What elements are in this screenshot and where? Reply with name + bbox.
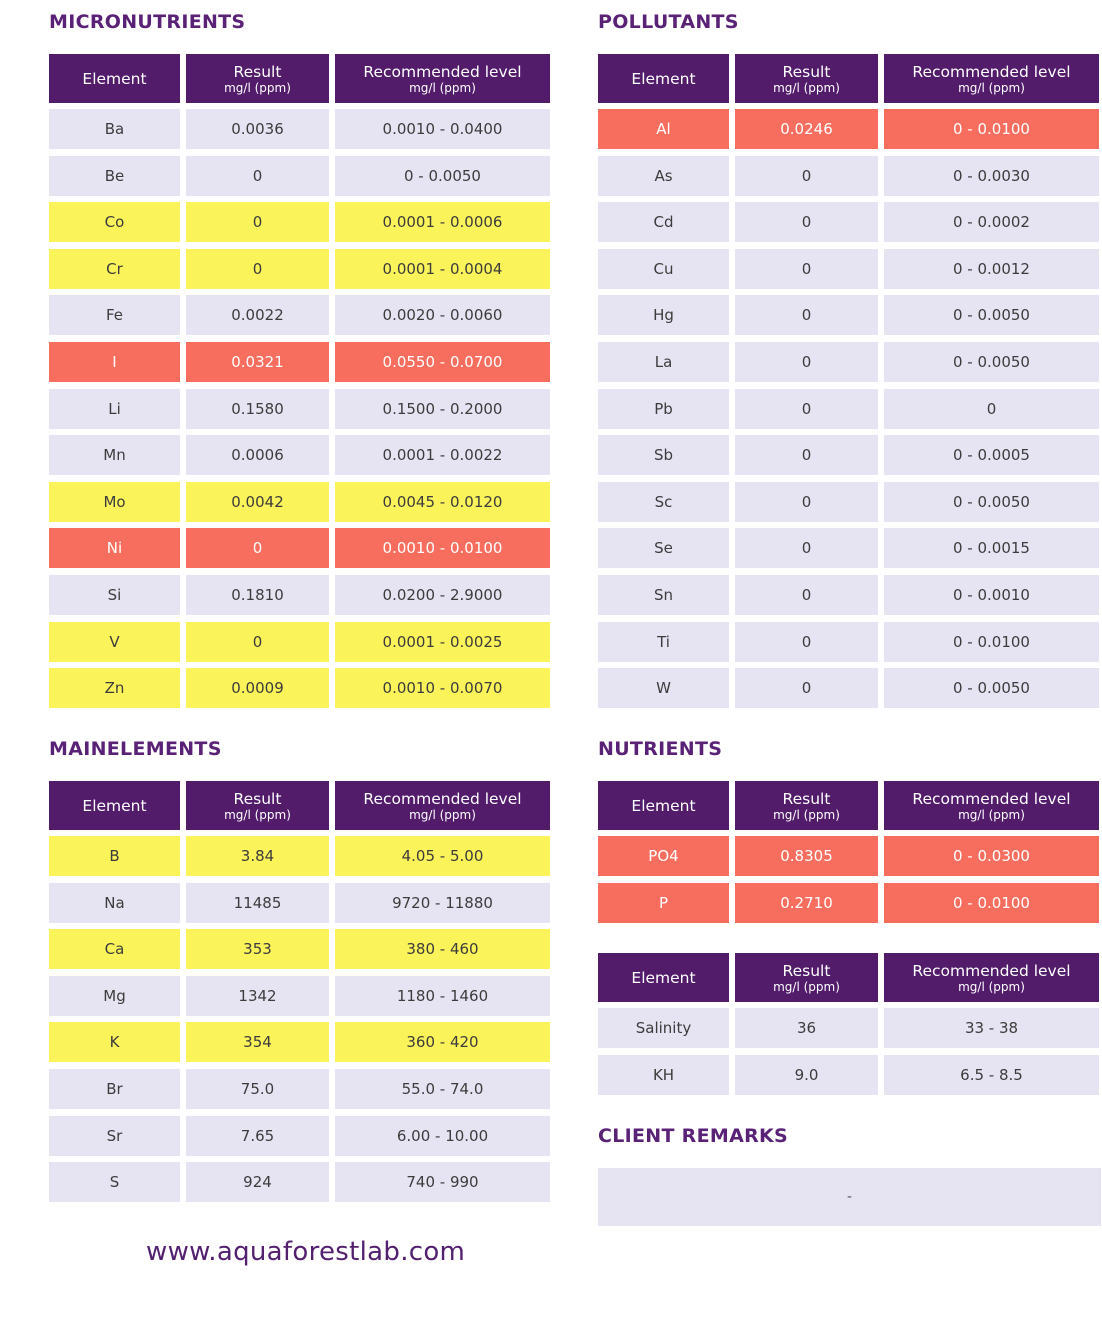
pollutants-title: POLLUTANTS — [598, 11, 739, 33]
cell-recommended: 0 - 0.0050 — [884, 668, 1099, 708]
cell-recommended: 0 - 0.0030 — [884, 156, 1099, 196]
cell-result: 0 — [186, 249, 329, 289]
cell-element: Ba — [49, 109, 180, 149]
cell-recommended: 0.0001 - 0.0006 — [335, 202, 550, 242]
header-result-unit: mg/l (ppm) — [773, 979, 840, 994]
cell-recommended: 0 - 0.0012 — [884, 249, 1099, 289]
cell-recommended: 0.0001 - 0.0004 — [335, 249, 550, 289]
cell-result: 0 — [186, 622, 329, 662]
cell-recommended: 0.0001 - 0.0022 — [335, 435, 550, 475]
cell-result: 0 — [735, 435, 878, 475]
cell-recommended: 0.1500 - 0.2000 — [335, 389, 550, 429]
cell-recommended: 55.0 - 74.0 — [335, 1069, 550, 1109]
header-element-label: Element — [631, 968, 696, 987]
cell-recommended: 380 - 460 — [335, 929, 550, 969]
cell-result: 0.2710 — [735, 883, 878, 923]
cell-element: Se — [598, 528, 729, 568]
cell-element: V — [49, 622, 180, 662]
header-element — [49, 54, 180, 103]
cell-element: Li — [49, 389, 180, 429]
cell-result: 0 — [735, 528, 878, 568]
cell-recommended: 0 - 0.0050 — [884, 342, 1099, 382]
cell-result: 0.0036 — [186, 109, 329, 149]
cell-result: 0 — [735, 249, 878, 289]
cell-recommended: 0.0020 - 0.0060 — [335, 295, 550, 335]
cell-element: K — [49, 1022, 180, 1062]
cell-recommended: 0 - 0.0050 — [884, 482, 1099, 522]
parameters-table — [598, 953, 1099, 1101]
header-recommended — [884, 781, 1099, 830]
header-result — [735, 953, 878, 1002]
cell-element: P — [598, 883, 729, 923]
cell-recommended: 6.00 - 10.00 — [335, 1116, 550, 1156]
cell-element: Hg — [598, 295, 729, 335]
cell-recommended: 0 - 0.0300 — [884, 836, 1099, 876]
pollutants-table — [598, 54, 1099, 715]
header-recommended-label: Recommended level — [363, 789, 522, 808]
cell-result: 1342 — [186, 976, 329, 1016]
header-result-unit: mg/l (ppm) — [773, 807, 840, 822]
cell-result: 0 — [735, 482, 878, 522]
cell-recommended: 9720 - 11880 — [335, 883, 550, 923]
cell-result: 0.0246 — [735, 109, 878, 149]
cell-result: 924 — [186, 1162, 329, 1202]
cell-element: Br — [49, 1069, 180, 1109]
header-recommended — [335, 781, 550, 830]
header-result — [186, 54, 329, 103]
cell-recommended: 360 - 420 — [335, 1022, 550, 1062]
cell-element: B — [49, 836, 180, 876]
cell-recommended: 1180 - 1460 — [335, 976, 550, 1016]
micronutrients-title: MICRONUTRIENTS — [49, 11, 246, 33]
cell-element: Pb — [598, 389, 729, 429]
cell-element: Sb — [598, 435, 729, 475]
header-result-label: Result — [233, 789, 282, 808]
website-link[interactable]: www.aquaforestlab.com — [146, 1237, 466, 1267]
cell-recommended: 0 - 0.0005 — [884, 435, 1099, 475]
client-remarks-box: - — [598, 1168, 1101, 1226]
header-result — [735, 54, 878, 103]
cell-recommended: 0 - 0.0100 — [884, 883, 1099, 923]
cell-element: S — [49, 1162, 180, 1202]
cell-result: 0.1810 — [186, 575, 329, 615]
header-element-label: Element — [82, 796, 147, 815]
cell-element: Cu — [598, 249, 729, 289]
cell-recommended: 0 - 0.0010 — [884, 575, 1099, 615]
header-result-label: Result — [782, 62, 831, 81]
cell-element: Ti — [598, 622, 729, 662]
header-recommended-label: Recommended level — [912, 789, 1071, 808]
cell-result: 353 — [186, 929, 329, 969]
header-recommended-label: Recommended level — [912, 961, 1071, 980]
header-recommended — [884, 953, 1099, 1002]
header-element — [49, 781, 180, 830]
cell-element: Mo — [49, 482, 180, 522]
cell-element: Sn — [598, 575, 729, 615]
cell-result: 0.0009 — [186, 668, 329, 708]
header-recommended — [335, 54, 550, 103]
header-result-label: Result — [233, 62, 282, 81]
cell-result: 0 — [735, 389, 878, 429]
cell-element: Co — [49, 202, 180, 242]
cell-result: 0.8305 — [735, 836, 878, 876]
header-recommended — [884, 54, 1099, 103]
cell-recommended: 6.5 - 8.5 — [884, 1055, 1099, 1095]
cell-recommended: 0.0550 - 0.0700 — [335, 342, 550, 382]
cell-result: 0 — [186, 156, 329, 196]
cell-recommended: 0.0200 - 2.9000 — [335, 575, 550, 615]
cell-result: 0 — [735, 295, 878, 335]
header-recommended-unit: mg/l (ppm) — [409, 80, 476, 95]
cell-result: 0 — [186, 528, 329, 568]
header-result-label: Result — [782, 961, 831, 980]
cell-element: As — [598, 156, 729, 196]
header-recommended-unit: mg/l (ppm) — [409, 807, 476, 822]
header-recommended-unit: mg/l (ppm) — [958, 979, 1025, 994]
cell-element: Sr — [49, 1116, 180, 1156]
client-remarks-title: CLIENT REMARKS — [598, 1125, 789, 1147]
header-recommended-label: Recommended level — [363, 62, 522, 81]
cell-recommended: 0 — [884, 389, 1099, 429]
cell-recommended: 0 - 0.0050 — [884, 295, 1099, 335]
nutrients-table — [598, 781, 1099, 929]
cell-result: 0 — [735, 668, 878, 708]
cell-element: PO4 — [598, 836, 729, 876]
header-element — [598, 54, 729, 103]
cell-recommended: 0.0010 - 0.0400 — [335, 109, 550, 149]
header-recommended-label: Recommended level — [912, 62, 1071, 81]
cell-element: Ni — [49, 528, 180, 568]
cell-recommended: 0 - 0.0050 — [335, 156, 550, 196]
cell-element: Fe — [49, 295, 180, 335]
cell-element: W — [598, 668, 729, 708]
cell-result: 0.0006 — [186, 435, 329, 475]
header-result-label: Result — [782, 789, 831, 808]
header-recommended-unit: mg/l (ppm) — [958, 80, 1025, 95]
cell-result: 354 — [186, 1022, 329, 1062]
header-recommended-unit: mg/l (ppm) — [958, 807, 1025, 822]
cell-result: 0.0042 — [186, 482, 329, 522]
cell-result: 75.0 — [186, 1069, 329, 1109]
cell-result: 0.1580 — [186, 389, 329, 429]
cell-element: Zn — [49, 668, 180, 708]
cell-element: Al — [598, 109, 729, 149]
header-element-label: Element — [631, 796, 696, 815]
cell-result: 9.0 — [735, 1055, 878, 1095]
cell-result: 0.0321 — [186, 342, 329, 382]
cell-result: 0 — [735, 342, 878, 382]
header-element — [598, 781, 729, 830]
cell-element: La — [598, 342, 729, 382]
cell-result: 0 — [735, 622, 878, 662]
cell-element: I — [49, 342, 180, 382]
main-elements-table — [49, 781, 550, 1209]
micronutrients-table — [49, 54, 550, 715]
cell-element: Cd — [598, 202, 729, 242]
cell-element: Si — [49, 575, 180, 615]
cell-element: Cr — [49, 249, 180, 289]
cell-element: Mg — [49, 976, 180, 1016]
cell-recommended: 0.0010 - 0.0070 — [335, 668, 550, 708]
cell-result: 0 — [735, 202, 878, 242]
cell-element: Na — [49, 883, 180, 923]
cell-element: Ca — [49, 929, 180, 969]
cell-recommended: 0.0045 - 0.0120 — [335, 482, 550, 522]
cell-result: 7.65 — [186, 1116, 329, 1156]
header-result — [735, 781, 878, 830]
header-element — [598, 953, 729, 1002]
cell-result: 3.84 — [186, 836, 329, 876]
cell-recommended: 4.05 - 5.00 — [335, 836, 550, 876]
cell-recommended: 33 - 38 — [884, 1008, 1099, 1048]
header-result — [186, 781, 329, 830]
cell-recommended: 0 - 0.0100 — [884, 109, 1099, 149]
header-element-label: Element — [631, 69, 696, 88]
cell-element: KH — [598, 1055, 729, 1095]
nutrients-title: NUTRIENTS — [598, 738, 723, 760]
cell-element: Be — [49, 156, 180, 196]
cell-result: 0 — [735, 156, 878, 196]
cell-result: 0 — [186, 202, 329, 242]
header-result-unit: mg/l (ppm) — [224, 807, 291, 822]
cell-recommended: 0.0001 - 0.0025 — [335, 622, 550, 662]
header-result-unit: mg/l (ppm) — [224, 80, 291, 95]
cell-recommended: 740 - 990 — [335, 1162, 550, 1202]
header-element-label: Element — [82, 69, 147, 88]
cell-element: Mn — [49, 435, 180, 475]
header-result-unit: mg/l (ppm) — [773, 80, 840, 95]
cell-result: 36 — [735, 1008, 878, 1048]
cell-recommended: 0.0010 - 0.0100 — [335, 528, 550, 568]
cell-recommended: 0 - 0.0015 — [884, 528, 1099, 568]
cell-recommended: 0 - 0.0002 — [884, 202, 1099, 242]
cell-result: 0 — [735, 575, 878, 615]
cell-result: 0.0022 — [186, 295, 329, 335]
cell-recommended: 0 - 0.0100 — [884, 622, 1099, 662]
cell-element: Salinity — [598, 1008, 729, 1048]
cell-element: Sc — [598, 482, 729, 522]
cell-result: 11485 — [186, 883, 329, 923]
main-elements-title: MAINELEMENTS — [49, 738, 222, 760]
